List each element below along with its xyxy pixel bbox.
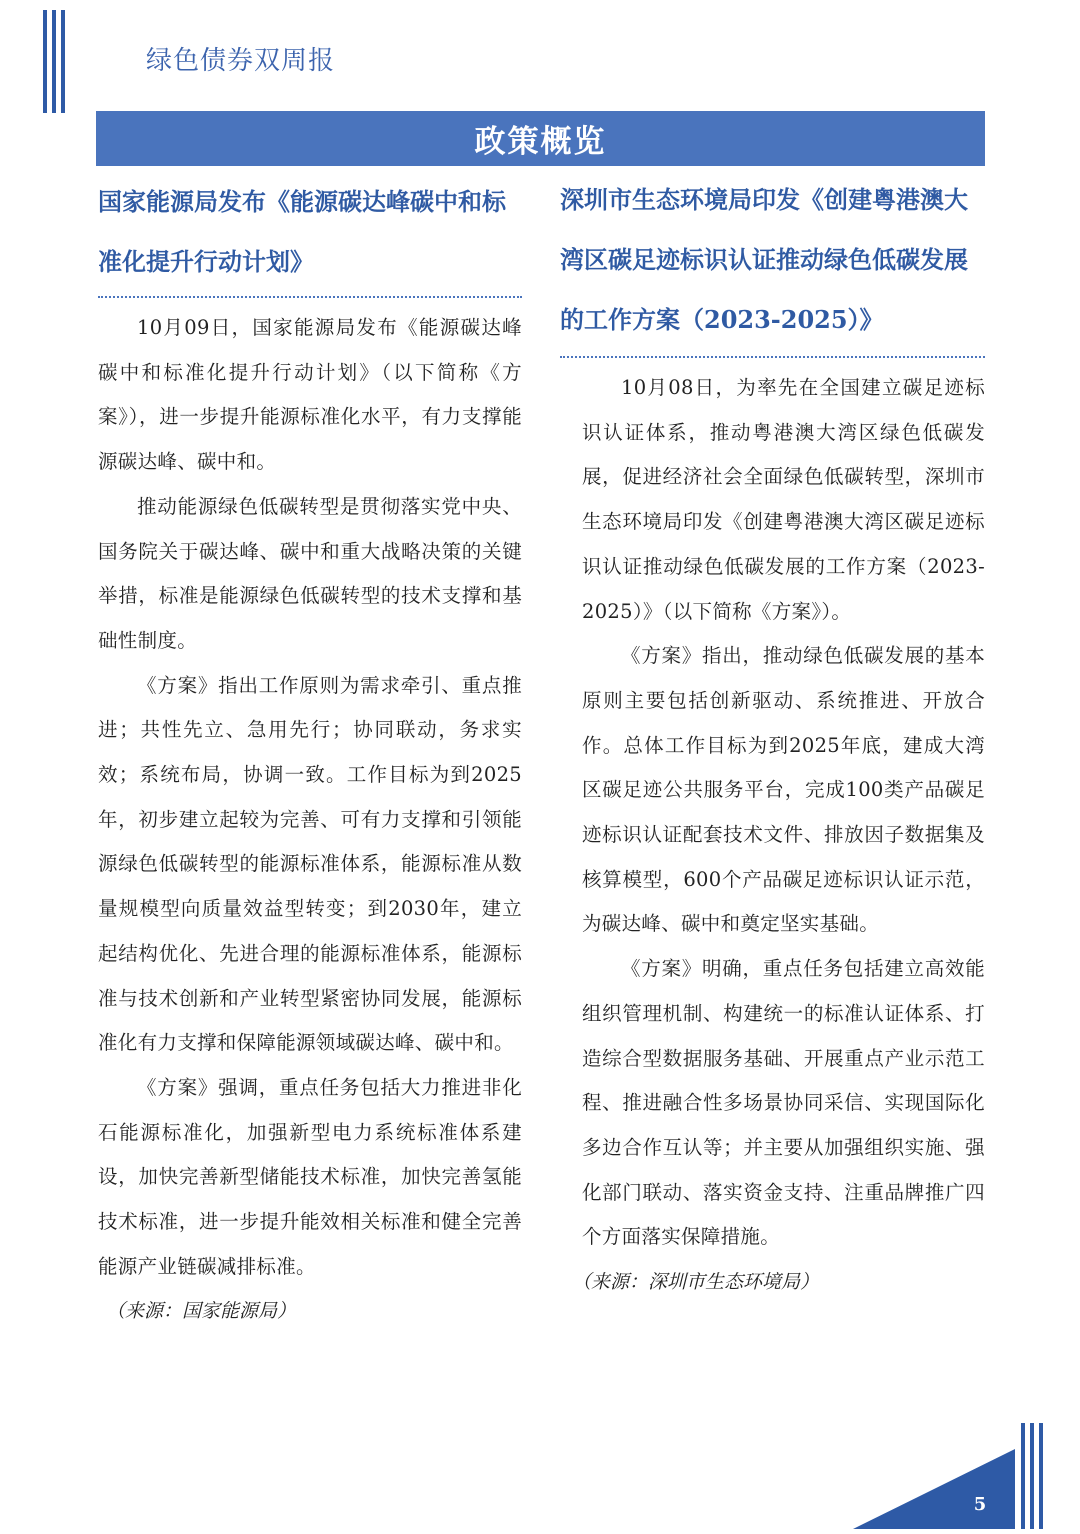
- article-paragraph: 《方案》强调，重点任务包括大力推进非化石能源标准化，加强新型电力系统标准体系建设，加快完善新型储能技术标准，加快完善氢能技术标准，进一步提升能效相关标准和健全完善能源产业链碳减排标准。: [98, 1075, 522, 1278]
- decoration-bar: [61, 10, 65, 113]
- article-paragraph: 《方案》明确，重点任务包括建立高效能组织管理机制、构建统一的标准认证体系、打造综合型数据服务基础、开展重点产业示范工程、推进融合性多场景协同采信、实现国际化多边合作互认等；并主要从加强组织实施、强化部门联动、落实资金支持、注重品牌推广四个方面落实保障措施。: [582, 957, 985, 1249]
- article-paragraph: 推动能源绿色低碳转型是贯彻落实党中央、国务院关于碳达峰、碳中和重大战略决策的关键举措，标准是能源绿色低碳转型的技术支撑和基础性制度。: [98, 494, 522, 652]
- article-title: 深圳市生态环境局印发《创建粤港澳大湾区碳足迹标识认证推动绿色低碳发展的工作方案（2023-2025）》: [560, 185, 968, 334]
- decoration-bar: [1021, 1423, 1025, 1529]
- article-body: [560, 366, 985, 1260]
- article-source: （来源：深圳市生态环境局）: [572, 1271, 820, 1294]
- article-energy-administration: [98, 172, 522, 1333]
- article-paragraph: 《方案》指出，推动绿色低碳发展的基本原则主要包括创新驱动、系统推进、开放合作。总体工作目标为到2025年底，建成大湾区碳足迹公共服务平台，完成100类产品碳足迹标识认证配套技术文件、排放因子数据集及核算模型，600个产品碳足迹标识认证示范，为碳达峰、碳中和奠定坚实基础。: [582, 644, 985, 936]
- decoration-bar: [52, 10, 56, 113]
- decoration-bar: [1039, 1423, 1043, 1529]
- title-divider: [98, 296, 522, 298]
- decoration-bar: [1030, 1423, 1034, 1529]
- page-number: 5: [973, 1494, 987, 1515]
- article-paragraph: 10月09日，国家能源局发布《能源碳达峰碳中和标准化提升行动计划》（以下简称《方案》），进一步提升能源标准化水平，有力支撑能源碳达峰、碳中和。: [98, 316, 522, 474]
- section-title: 政策概览: [474, 124, 607, 160]
- decoration-bar: [43, 10, 47, 113]
- footer-decoration-bars: [1021, 1423, 1043, 1529]
- header-decoration-bars: [43, 10, 65, 113]
- article-title: 国家能源局发布《能源碳达峰碳中和标准化提升行动计划》: [98, 187, 506, 276]
- article-source: （来源：国家能源局）: [106, 1300, 297, 1323]
- publication-title: 绿色债券双周报: [146, 46, 336, 76]
- article-body: [98, 306, 522, 1289]
- page-corner-triangle: [853, 1449, 1015, 1529]
- title-divider: [560, 356, 985, 358]
- article-paragraph: 10月08日，为率先在全国建立碳足迹标识认证体系，推动粤港澳大湾区绿色低碳发展，促进经济社会全面绿色低碳转型，深圳市生态环境局印发《创建粤港澳大湾区碳足迹标识认证推动绿色低碳发展的工作方案（2023-2025）》（以下简称《方案》）。: [582, 376, 985, 623]
- section-banner: [96, 111, 985, 166]
- article-shenzhen-ecology: [560, 172, 985, 1304]
- article-paragraph: 《方案》指出工作原则为需求牵引、重点推进；共性先立、急用先行；协同联动，务求实效；系统布局，协调一致。工作目标为到2025年，初步建立起较为完善、可有力支撑和引领能源绿色低碳转型的能源标准体系，能源标准从数量规模型向质量效益型转变；到2030年，建立起结构优化、先进合理的能源标准体系，能源标准与技术创新和产业转型紧密协同发展，能源标准化有力支撑和保障能源领域碳达峰、碳中和。: [98, 673, 522, 1055]
